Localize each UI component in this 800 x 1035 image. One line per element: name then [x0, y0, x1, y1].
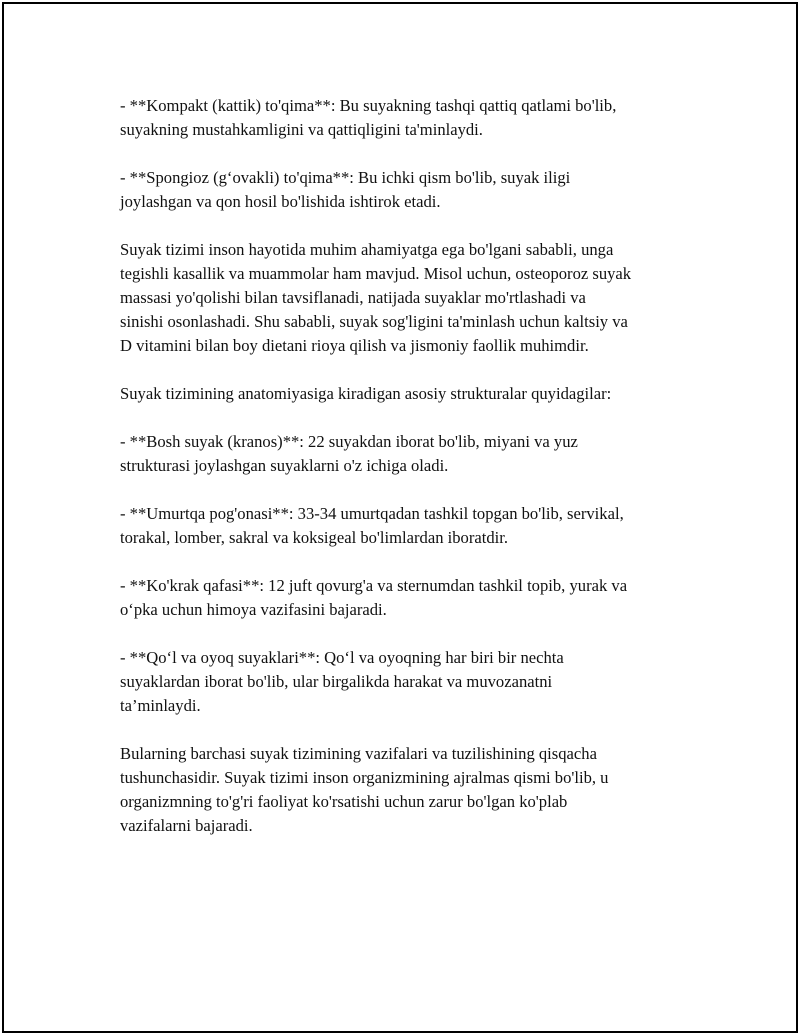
text-line: suyakning mustahkamligini va qattiqligini ta'minlaydi. [120, 120, 483, 139]
text-line: - **Ko'krak qafasi**: 12 juft qovurg'a va sternumdan tashkil topib, yurak va [120, 576, 628, 595]
paragraph-bone-health [120, 238, 700, 358]
text-line: tushunchasidir. Suyak tizimi inson organizmining ajralmas qismi bo'lib, u [120, 768, 609, 787]
text-line: suyaklardan iborat bo'lib, ular birgalikda harakat va muvozanatni [120, 672, 553, 691]
text-line: joylashgan va qon hosil bo'lishida ishtirok etadi. [120, 192, 441, 211]
text-line: D vitamini bilan boy dietani rioya qilish va jismoniy faollik muhimdir. [120, 336, 589, 355]
paragraph-skull [120, 430, 700, 478]
document-page [2, 2, 798, 1033]
text-line: ta’minlaydi. [120, 696, 201, 715]
text-line: Bularning barchasi suyak tizimining vazifalari va tuzilishining qisqacha [120, 744, 597, 763]
text-line: Suyak tizimi inson hayotida muhim ahamiyatga ega bo'lgani sababli, unga [120, 240, 614, 259]
text-line: - **Spongioz (g‘ovakli) to'qima**: Bu ichki qism bo'lib, suyak iligi [120, 168, 571, 187]
paragraph-rib-cage [120, 574, 700, 622]
paragraph-conclusion [120, 742, 700, 838]
text-line: torakal, lomber, sakral va koksigeal bo'limlardan iboratdir. [120, 528, 509, 547]
document-body [120, 94, 700, 862]
text-line: vazifalarni bajaradi. [120, 816, 253, 835]
paragraph-spongy-tissue [120, 166, 700, 214]
text-line: o‘pka uchun himoya vazifasini bajaradi. [120, 600, 387, 619]
text-line: Suyak tizimining anatomiyasiga kiradigan asosiy strukturalar quyidagilar: [120, 384, 612, 403]
text-line: massasi yo'qolishi bilan tavsiflanadi, natijada suyaklar mo'rtlashadi va [120, 288, 586, 307]
text-line: strukturasi joylashgan suyaklarni o'z ichiga oladi. [120, 456, 449, 475]
text-line: - **Kompakt (kattik) to'qima**: Bu suyakning tashqi qattiq qatlami bo'lib, [120, 96, 617, 115]
paragraph-compact-tissue [120, 94, 700, 142]
paragraph-spine [120, 502, 700, 550]
text-line: tegishli kasallik va muammolar ham mavjud. Misol uchun, osteoporoz suyak [120, 264, 632, 283]
text-line: sinishi osonlashadi. Shu sababli, suyak sog'ligini ta'minlash uchun kaltsiy va [120, 312, 628, 331]
text-line: organizmning to'g'ri faoliyat ko'rsatishi uchun zarur bo'lgan ko'plab [120, 792, 568, 811]
paragraph-structures-intro [120, 382, 700, 406]
text-line: - **Umurtqa pog'onasi**: 33-34 umurtqadan tashkil topgan bo'lib, servikal, [120, 504, 624, 523]
paragraph-limbs [120, 646, 700, 718]
text-line: - **Bosh suyak (kranos)**: 22 suyakdan iborat bo'lib, miyani va yuz [120, 432, 578, 451]
text-line: - **Qo‘l va oyoq suyaklari**: Qo‘l va oyoqning har biri bir nechta [120, 648, 564, 667]
